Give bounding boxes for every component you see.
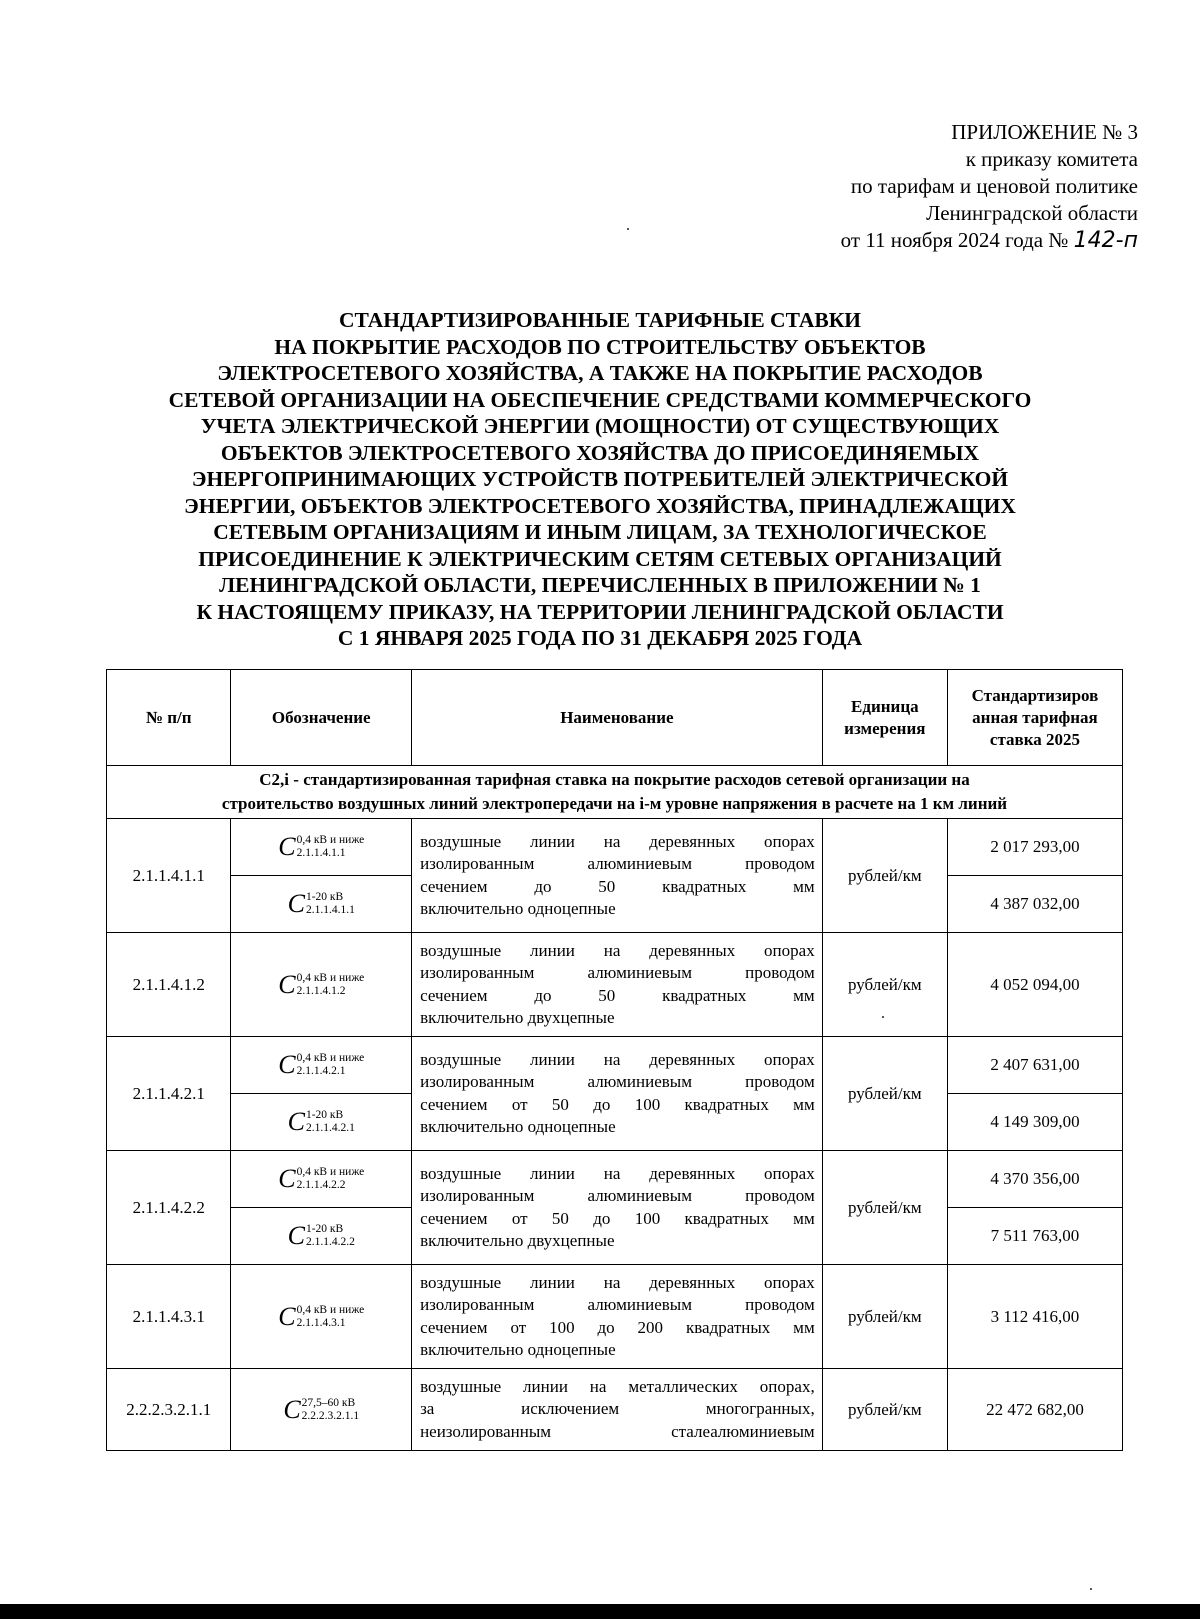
row-number: 2.1.1.4.1.1 — [107, 819, 231, 933]
section-caption — [107, 766, 1123, 819]
rate-value: 2 017 293,00 — [947, 819, 1122, 876]
row-name-line: включительно двухцепные — [420, 1231, 615, 1250]
row-name — [412, 1265, 823, 1369]
symbol-subscript: 2.1.1.4.2.1 — [305, 1122, 355, 1134]
symbol-scripts — [297, 1304, 365, 1330]
rate-value: 22 472 682,00 — [947, 1369, 1122, 1451]
symbol-letter: C — [278, 1301, 296, 1331]
header-unit-line: Единица — [851, 696, 919, 716]
symbol-subscript: 2.1.1.4.1.1 — [296, 847, 346, 859]
header-rate — [947, 670, 1122, 766]
table-header-row — [107, 670, 1123, 766]
row-name-line: воздушные линии на деревянных опорах — [420, 831, 815, 851]
row-name-line: сечением от 100 до 200 квадратных мм — [420, 1317, 815, 1337]
symbol-superscript: 1-20 кВ — [305, 891, 344, 903]
appendix-ref-line: по тарифам и ценовой политике — [850, 174, 1138, 198]
title-line: ПРИСОЕДИНЕНИЕ К ЭЛЕКТРИЧЕСКИМ СЕТЯМ СЕТЕВЫХ ОРГАНИЗАЦИЙ — [198, 546, 1002, 571]
scan-speck — [1090, 1588, 1092, 1590]
title-line: К НАСТОЯЩЕМУ ПРИКАЗУ, НА ТЕРРИТОРИИ ЛЕНИНГРАДСКОЙ ОБЛАСТИ — [196, 599, 1004, 624]
symbol-subscript: 2.1.1.4.3.1 — [296, 1316, 346, 1329]
designation-symbol — [231, 819, 412, 876]
row-name — [412, 1151, 823, 1265]
header-rate-line: ставка 2025 — [989, 729, 1080, 749]
symbol-scripts — [306, 1223, 355, 1249]
row-number: 2.1.1.4.1.2 — [107, 933, 231, 1037]
title-line: НА ПОКРЫТИЕ РАСХОДОВ ПО СТРОИТЕЛЬСТВУ ОБЪЕКТОВ — [274, 334, 926, 359]
row-unit: рублей/км — [822, 1369, 947, 1451]
rate-symbol — [288, 1223, 355, 1249]
row-unit: рублей/км — [822, 1265, 947, 1369]
appendix-header — [841, 119, 1138, 254]
title-line: ОБЪЕКТОВ ЭЛЕКТРОСЕТЕВОГО ХОЗЯЙСТВА ДО ПРИСОЕДИНЯЕМЫХ — [220, 440, 980, 465]
order-date-line — [841, 227, 1138, 254]
scan-speck — [627, 228, 629, 230]
title-line: СЕТЕВОЙ ОРГАНИЗАЦИИ НА ОБЕСПЕЧЕНИЕ СРЕДСТВАМИ КОММЕРЧЕСКОГО — [168, 387, 1032, 412]
symbol-letter: C — [287, 1107, 305, 1136]
document-title — [0, 307, 1200, 652]
table-row — [107, 819, 1123, 876]
designation-symbol — [231, 1208, 412, 1265]
appendix-ref-line: Ленинградской области — [926, 201, 1138, 225]
designation-symbol — [231, 933, 412, 1037]
scan-edge-bar — [0, 1604, 1200, 1619]
row-name-line: включительно двухцепные — [420, 1008, 615, 1027]
rate-symbol — [278, 1166, 364, 1192]
designation-symbol — [231, 1037, 412, 1094]
rate-symbol — [278, 969, 365, 999]
row-name-line: изолированным алюминиевым проводом — [420, 963, 815, 982]
symbol-superscript: 0,4 кВ и ниже — [296, 971, 365, 984]
symbol-scripts — [297, 1166, 365, 1192]
title-line: ЭНЕРГИИ, ОБЪЕКТОВ ЭЛЕКТРОСЕТЕВОГО ХОЗЯЙСТВА, ПРИНАДЛЕЖАЩИХ — [184, 493, 1016, 518]
symbol-superscript: 0,4 кВ и ниже — [296, 1166, 365, 1178]
header-unit-line: измерения — [844, 718, 926, 738]
symbol-subscript: 2.2.2.3.2.1.1 — [301, 1409, 360, 1422]
table-row — [107, 1037, 1123, 1094]
rate-symbol — [278, 834, 364, 860]
header-unit — [822, 670, 947, 766]
designation-symbol — [231, 1151, 412, 1208]
symbol-subscript: 2.1.1.4.2.1 — [296, 1065, 346, 1077]
row-name-line: изолированным алюминиевым проводом — [420, 1295, 815, 1314]
rate-value: 3 112 416,00 — [947, 1265, 1122, 1369]
symbol-letter: C — [287, 889, 305, 918]
row-name-line: сечением до 50 квадратных мм — [420, 985, 815, 1005]
row-number: 2.1.1.4.3.1 — [107, 1265, 231, 1369]
title-line: УЧЕТА ЭЛЕКТРИЧЕСКОЙ ЭНЕРГИИ (МОЩНОСТИ) ОТ СУЩЕСТВУЮЩИХ — [200, 414, 1000, 438]
row-name-line: воздушные линии на деревянных опорах — [420, 1163, 815, 1183]
row-number: 2.1.1.4.2.1 — [107, 1037, 231, 1151]
row-unit: рублей/км — [822, 933, 947, 1037]
symbol-scripts — [302, 1397, 360, 1423]
header-designation: Обозначение — [231, 670, 412, 766]
appendix-ref-line: к приказу комитета — [965, 147, 1138, 171]
row-unit: рублей/км — [822, 1151, 947, 1265]
title-line: ЭНЕРГОПРИНИМАЮЩИХ УСТРОЙСТВ ПОТРЕБИТЕЛЕЙ ЭЛЕКТРИЧЕСКОЙ — [191, 467, 1009, 491]
scan-speck — [882, 1016, 884, 1018]
rate-symbol — [278, 1301, 365, 1331]
symbol-superscript: 0,4 кВ и ниже — [296, 1303, 365, 1316]
header-rate-line: анная тарифная — [972, 707, 1098, 727]
symbol-superscript: 0,4 кВ и ниже — [296, 834, 365, 846]
rate-symbol — [278, 1052, 364, 1078]
row-name-line: воздушные линии на металлических опорах, — [420, 1376, 815, 1396]
rate-value: 4 052 094,00 — [947, 933, 1122, 1037]
symbol-scripts — [306, 891, 355, 917]
designation-symbol — [231, 1369, 412, 1451]
symbol-letter: C — [287, 1221, 305, 1250]
symbol-superscript: 1-20 кВ — [305, 1109, 344, 1121]
row-name-line: сечением от 50 до 100 квадратных мм — [420, 1094, 815, 1114]
row-name-line: сечением до 50 квадратных мм — [420, 876, 815, 896]
rate-value: 4 387 032,00 — [947, 876, 1122, 933]
row-name-line: изолированным алюминиевым проводом — [420, 1186, 815, 1205]
section-line: C2,i - стандартизированная тарифная ставка на покрытие расходов сетевой организации на — [259, 770, 970, 789]
row-name-line: воздушные линии на деревянных опорах — [420, 1049, 815, 1069]
row-name-line: сечением от 50 до 100 квадратных мм — [420, 1208, 815, 1228]
row-unit: рублей/км — [822, 819, 947, 933]
symbol-scripts — [306, 1109, 355, 1135]
symbol-scripts — [297, 1052, 365, 1078]
table-row — [107, 1265, 1123, 1369]
row-name — [412, 1369, 823, 1451]
rate-value: 4 370 356,00 — [947, 1151, 1122, 1208]
row-name-line: воздушные линии на деревянных опорах — [420, 1272, 815, 1292]
row-name-line: изолированным алюминиевым проводом — [420, 1072, 815, 1091]
symbol-superscript: 1-20 кВ — [305, 1223, 344, 1235]
header-name: Наименование — [412, 670, 823, 766]
header-rate-line: Стандартизиров — [971, 685, 1099, 705]
table-row — [107, 1151, 1123, 1208]
title-line: СЕТЕВЫМ ОРГАНИЗАЦИЯМ И ИНЫМ ЛИЦАМ, ЗА ТЕХНОЛОГИЧЕСКОЕ — [213, 520, 987, 544]
symbol-subscript: 2.1.1.4.2.2 — [296, 1179, 346, 1191]
section-row — [107, 766, 1123, 819]
rate-symbol — [288, 1109, 355, 1135]
row-name-line: за исключением многогранных, — [420, 1399, 815, 1419]
row-name-line: неизолированным сталеалюминиевым — [420, 1421, 815, 1441]
symbol-letter: C — [278, 969, 296, 999]
header-num: № п/п — [107, 670, 231, 766]
row-name — [412, 819, 823, 933]
rate-value: 2 407 631,00 — [947, 1037, 1122, 1094]
row-name-line: включительно одноцепные — [420, 1117, 616, 1136]
row-name-line: изолированным алюминиевым проводом — [420, 854, 815, 873]
rate-symbol — [288, 891, 355, 917]
table-row — [107, 1369, 1123, 1451]
symbol-scripts — [297, 834, 365, 860]
symbol-subscript: 2.1.1.4.2.2 — [305, 1236, 355, 1248]
row-number: 2.2.2.3.2.1.1 — [107, 1369, 231, 1451]
row-unit: рублей/км — [822, 1037, 947, 1151]
appendix-number: ПРИЛОЖЕНИЕ № 3 — [951, 120, 1138, 144]
order-number-handwritten: 142-п — [1073, 228, 1138, 253]
symbol-letter: C — [278, 1164, 296, 1193]
title-line: СТАНДАРТИЗИРОВАННЫЕ ТАРИФНЫЕ СТАВКИ — [338, 308, 862, 332]
symbol-subscript: 2.1.1.4.1.1 — [305, 904, 355, 916]
rate-symbol — [283, 1394, 360, 1424]
row-number: 2.1.1.4.2.2 — [107, 1151, 231, 1265]
symbol-letter: C — [278, 1050, 296, 1079]
symbol-superscript: 0,4 кВ и ниже — [296, 1052, 365, 1064]
designation-symbol — [231, 876, 412, 933]
rate-value: 4 149 309,00 — [947, 1094, 1122, 1151]
designation-symbol — [231, 1094, 412, 1151]
title-line: ЭЛЕКТРОСЕТЕВОГО ХОЗЯЙСТВА, А ТАКЖЕ НА ПОКРЫТИЕ РАСХОДОВ — [217, 361, 983, 385]
row-name — [412, 933, 823, 1037]
symbol-letter: C — [283, 1394, 301, 1424]
rate-value: 7 511 763,00 — [947, 1208, 1122, 1265]
symbol-letter: C — [278, 832, 296, 861]
symbol-scripts — [297, 972, 365, 998]
section-line: строительство воздушных линий электропередачи на i-м уровне напряжения в расчете на 1 км линий — [221, 794, 1008, 813]
tariff-table — [106, 669, 1123, 1451]
row-name-line: включительно одноцепные — [420, 1340, 616, 1359]
row-name-line: включительно одноцепные — [420, 899, 616, 918]
title-line: С 1 ЯНВАРЯ 2025 ГОДА ПО 31 ДЕКАБРЯ 2025 ГОДА — [337, 626, 863, 650]
row-name-line: воздушные линии на деревянных опорах — [420, 940, 815, 960]
title-line: ЛЕНИНГРАДСКОЙ ОБЛАСТИ, ПЕРЕЧИСЛЕННЫХ В ПРИЛОЖЕНИИ № 1 — [219, 573, 981, 597]
symbol-subscript: 2.1.1.4.1.2 — [296, 984, 346, 997]
row-name — [412, 1037, 823, 1151]
order-date: от 11 ноября 2024 года № — [840, 228, 1069, 252]
symbol-superscript: 27,5–60 кВ — [301, 1396, 356, 1409]
table-row — [107, 933, 1123, 1037]
designation-symbol — [231, 1265, 412, 1369]
